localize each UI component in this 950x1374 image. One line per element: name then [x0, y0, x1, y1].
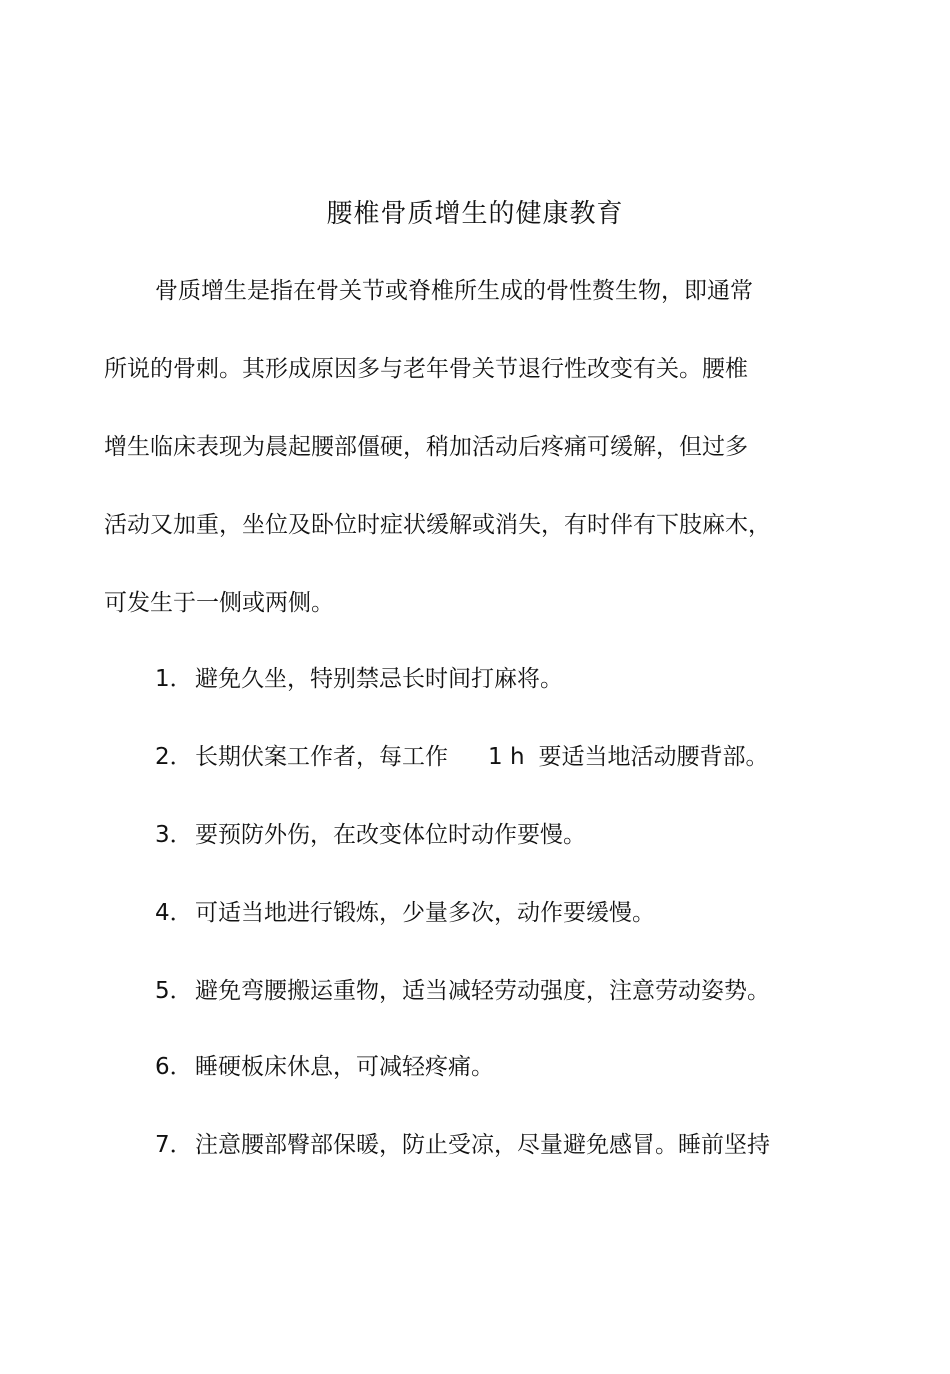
list-item-2	[155, 742, 769, 772]
list-item-text: 要预防外伤，在改变体位时动作要慢。	[195, 822, 586, 848]
list-item-number: 6．	[155, 1054, 193, 1080]
list-item-5	[155, 976, 770, 1006]
list-item-number: 4．	[155, 900, 193, 926]
list-item-text: 长期伏案工作者，每工作	[195, 744, 448, 770]
list-item-text-cont: 要适当地活动腰背部。	[538, 744, 769, 770]
paragraph-line-2: 所说的骨刺。其形成原因多与老年骨关节退行性改变有关。腰椎	[104, 356, 748, 382]
list-item-7	[155, 1130, 770, 1160]
list-item-3	[155, 820, 586, 850]
list-item-4	[155, 898, 655, 928]
list-item-text: 避免久坐，特别禁忌长时间打麻将。	[195, 666, 563, 692]
paragraph-line-4: 活动又加重，坐位及卧位时症状缓解或消失，有时伴有下肢麻木，	[104, 512, 771, 538]
paragraph-line-3: 增生临床表现为晨起腰部僵硬，稍加活动后疼痛可缓解，但过多	[104, 434, 748, 460]
list-item-number: 7．	[155, 1132, 193, 1158]
list-item-text: 注意腰部臀部保暖，防止受凉，尽量避免感冒。睡前坚持	[195, 1132, 770, 1158]
list-item-text: 避免弯腰搬运重物，适当减轻劳动强度，注意劳动姿势。	[195, 978, 770, 1004]
list-item-duration: 1 h	[488, 744, 525, 770]
list-item-number: 3．	[155, 822, 193, 848]
list-item-6	[155, 1052, 494, 1082]
page-title: 腰椎骨质增生的健康教育	[326, 199, 624, 229]
list-item-number: 1．	[155, 666, 193, 692]
list-item-number: 5．	[155, 978, 193, 1004]
list-item-number: 2．	[155, 744, 193, 770]
paragraph-line-5: 可发生于一侧或两侧。	[104, 590, 334, 616]
list-item-1	[155, 664, 563, 694]
paragraph-line-1: 骨质增生是指在骨关节或脊椎所生成的骨性赘生物，即通常	[155, 278, 753, 304]
list-item-text: 可适当地进行锻炼，少量多次，动作要缓慢。	[195, 900, 655, 926]
list-item-text: 睡硬板床休息，可减轻疼痛。	[195, 1054, 494, 1080]
